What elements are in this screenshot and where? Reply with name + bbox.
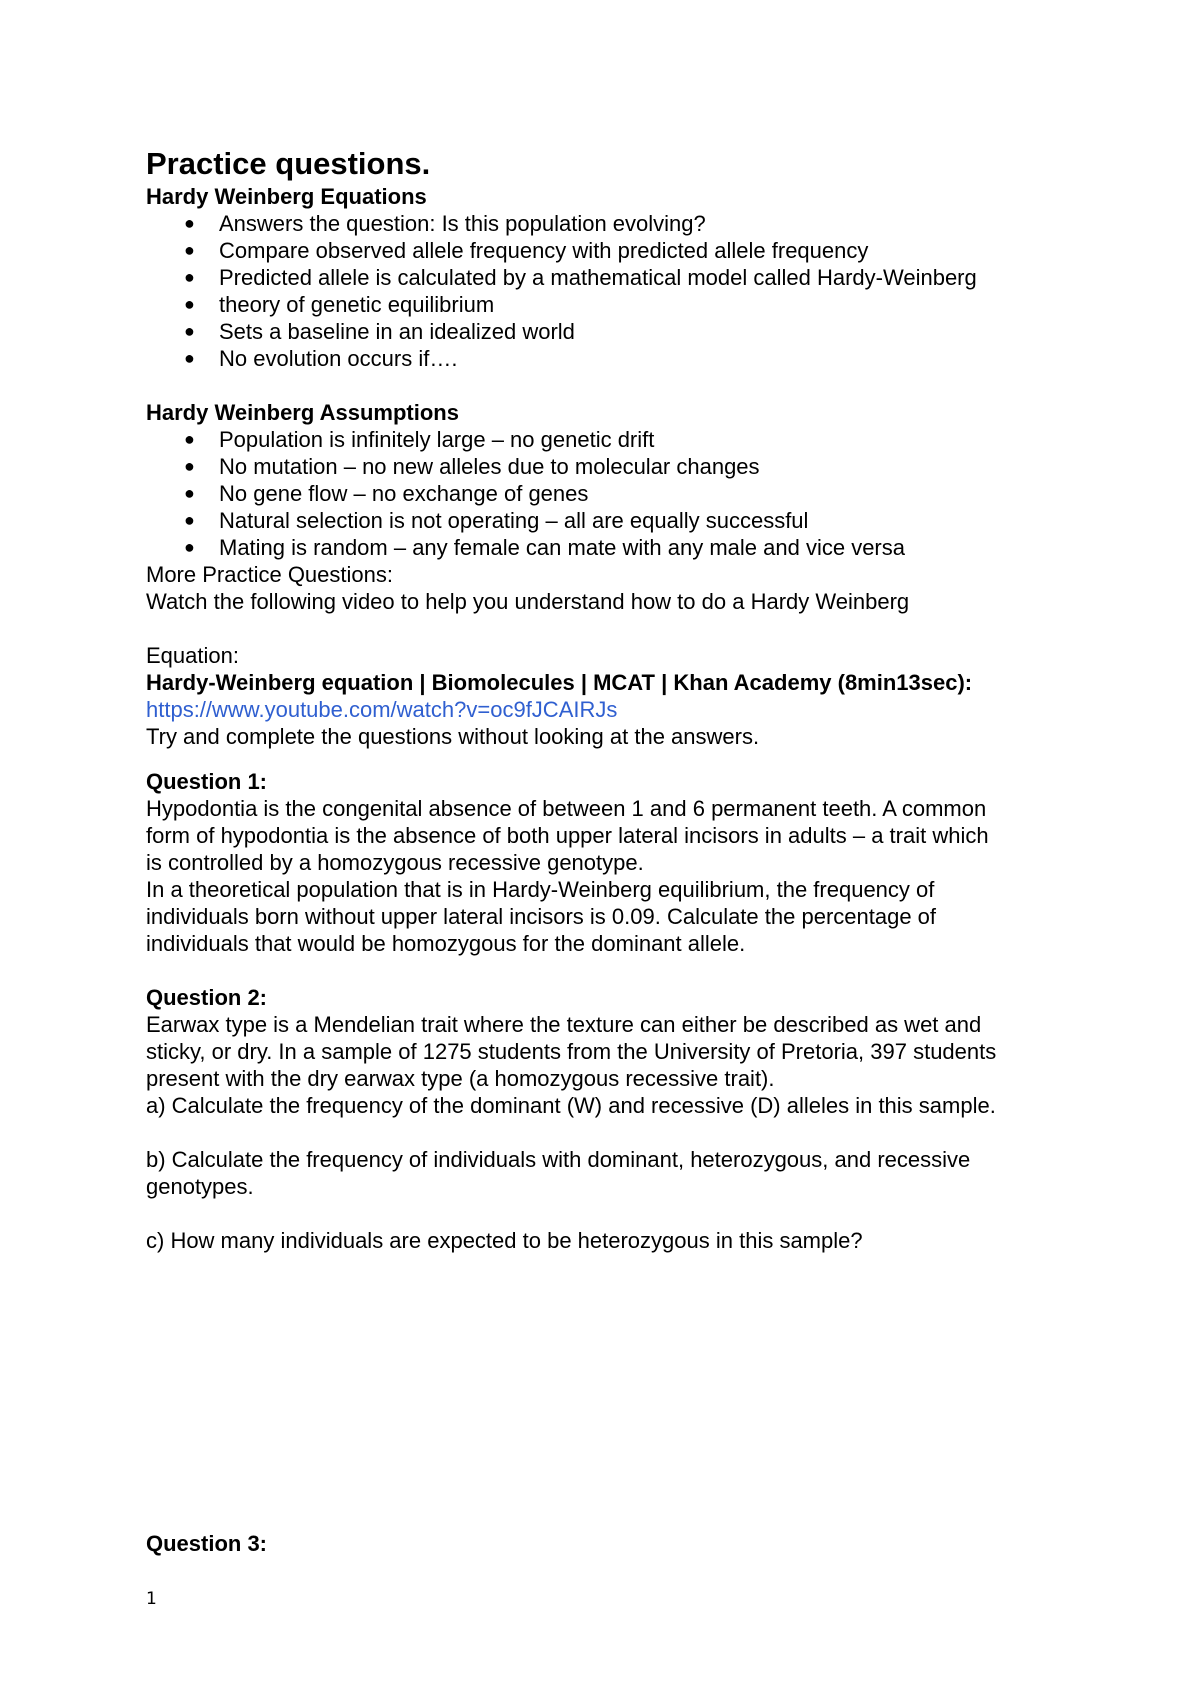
question-2-text: present with the dry earwax type (a homozygous recessive trait). [146,1066,775,1091]
video-link-line [146,696,1066,723]
list-item: ● Population is infinitely large – no genetic drift [184,427,655,452]
question-1-text: Hypodontia is the congenital absence of between 1 and 6 permanent teeth. A common [146,796,987,821]
question-1-text: individuals born without upper lateral incisors is 0.09. Calculate the percentage of [146,904,937,929]
bullet-icon: ● [184,456,195,476]
equations-heading: Hardy Weinberg Equations [146,184,427,209]
list-item: ● No evolution occurs if…. [184,346,458,371]
spacer [146,957,1066,984]
question-2-part-b: b) Calculate the frequency of individuals with dominant, heterozygous, and recessive [146,1147,971,1172]
bullet-icon: ● [184,321,195,341]
question-1-text: form of hypodontia is the absence of both upper lateral incisors in adults – a trait which [146,823,989,848]
bullet-icon: ● [184,483,195,503]
spacer [146,615,1066,642]
list-item: ● theory of genetic equilibrium [184,292,495,317]
question-1-heading: Question 1: [146,769,268,794]
question-2-part-b: genotypes. [146,1174,254,1199]
list-item: ● Answers the question: Is this population evolving? [184,211,706,236]
bullet-icon: ● [184,240,195,260]
spacer [146,750,1066,768]
try-instruction: Try and complete the questions without looking at the answers. [146,724,760,749]
question-2-text: sticky, or dry. In a sample of 1275 students from the University of Pretoria, 397 students [146,1039,997,1064]
bullet-icon: ● [184,213,195,233]
list-item: ● No mutation – no new alleles due to molecular changes [184,454,760,479]
watch-instruction: Watch the following video to help you understand how to do a Hardy Weinberg [146,589,910,614]
equations-list [146,210,1066,372]
bullet-icon: ● [184,267,195,287]
question-3-heading: Question 3: [146,1531,268,1556]
spacer [146,1119,1066,1146]
equation-label: Equation: [146,643,239,668]
page-number: 1 [146,1589,157,1609]
video-title: Hardy-Weinberg equation | Biomolecules | MCAT | Khan Academy (8min13sec): [146,670,973,695]
spacer [146,1200,1066,1227]
list-item: ● Compare observed allele frequency with predicted allele frequency [184,238,869,263]
question-2-part-a: a) Calculate the frequency of the dominant (W) and recessive (D) alleles in this sample. [146,1093,996,1118]
more-practice-intro: More Practice Questions: [146,562,393,587]
bullet-icon: ● [184,429,195,449]
bullet-icon: ● [184,348,195,368]
bullet-icon: ● [184,537,195,557]
list-item: ● Mating is random – any female can mate with any male and vice versa [184,535,905,560]
question-1-text: In a theoretical population that is in Hardy-Weinberg equilibrium, the frequency of [146,877,935,902]
document-body [146,145,1066,1254]
bullet-icon: ● [184,294,195,314]
list-item: ● Predicted allele is calculated by a mathematical model called Hardy-Weinberg [184,265,977,290]
question-2-part-c: c) How many individuals are expected to be heterozygous in this sample? [146,1228,863,1253]
list-item: ● No gene flow – no exchange of genes [184,481,589,506]
assumptions-heading: Hardy Weinberg Assumptions [146,400,459,425]
assumptions-list [146,426,1066,561]
list-item: ● Natural selection is not operating – all are equally successful [184,508,809,533]
question-2-text: Earwax type is a Mendelian trait where the texture can either be described as wet and [146,1012,982,1037]
bullet-icon: ● [184,510,195,530]
video-link[interactable]: https://www.youtube.com/watch?v=oc9fJCAIRJs [146,697,618,722]
page-title: Practice questions. [146,146,431,181]
question-2-heading: Question 2: [146,985,268,1010]
question-1-text: individuals that would be homozygous for the dominant allele. [146,931,746,956]
question-1-text: is controlled by a homozygous recessive genotype. [146,850,644,875]
list-item: ● Sets a baseline in an idealized world [184,319,575,344]
spacer [146,372,1066,399]
